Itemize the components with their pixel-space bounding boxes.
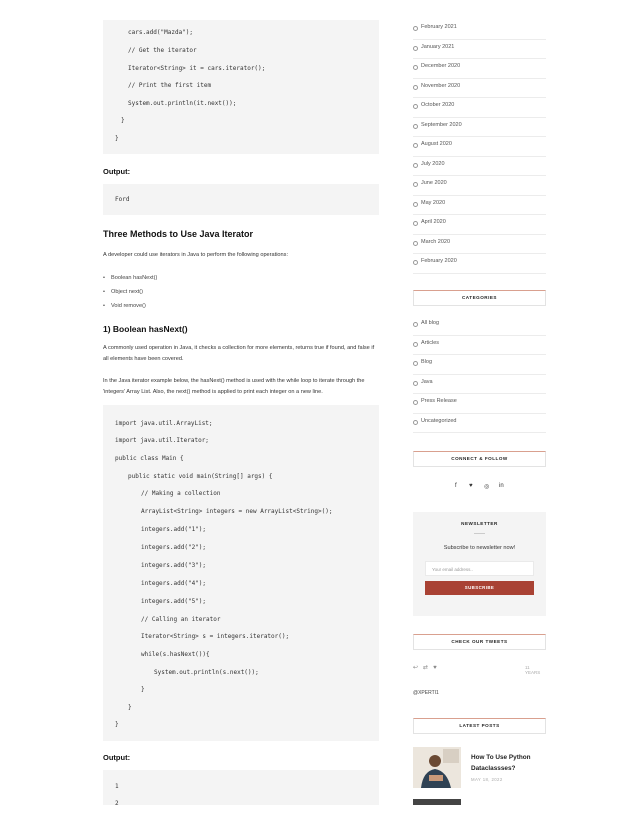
twitter-icon[interactable]: ♥	[469, 483, 473, 489]
list-item: • Object next()	[111, 289, 143, 295]
bullet-icon	[413, 322, 418, 327]
bullet-icon	[413, 143, 418, 148]
code-line: Iterator<String> s = integers.iterator();	[141, 633, 290, 640]
bullet-icon	[413, 163, 418, 168]
paragraph: A commonly used operation in Java, it checks a collection for more elements, returns true if found, and false if all elements have been covered.	[103, 345, 375, 362]
output-heading: Output:	[103, 167, 131, 176]
archive-link[interactable]: March 2020	[413, 234, 546, 255]
post-thumbnail[interactable]	[413, 747, 461, 788]
code-line: System.out.println(it.next());	[128, 100, 237, 107]
output-line: 2	[115, 800, 119, 807]
code-line: }	[128, 704, 132, 711]
sidebar	[413, 0, 546, 826]
bullet-icon	[413, 221, 418, 226]
reply-icon[interactable]: ↩	[413, 665, 419, 671]
category-link[interactable]: Articles	[413, 335, 546, 356]
archive-link[interactable]: September 2020	[413, 117, 546, 138]
connect-heading: CONNECT & FOLLOW	[413, 451, 546, 467]
tweet-time: 11 YEARS	[525, 665, 541, 675]
facebook-icon[interactable]: f	[455, 483, 457, 489]
divider	[474, 533, 485, 534]
code-line: integers.add("5");	[141, 598, 207, 605]
email-input[interactable]: Your email address..	[425, 561, 534, 576]
retweet-icon[interactable]: ⇄	[423, 665, 429, 671]
like-icon[interactable]: ♥	[433, 665, 437, 671]
post-thumbnail[interactable]	[413, 799, 461, 805]
person-photo-icon	[413, 747, 461, 788]
category-link[interactable]: Java	[413, 374, 546, 395]
archive-link[interactable]: July 2020	[413, 156, 546, 177]
post-title-link[interactable]: How To Use Python Dataclassses?	[471, 754, 531, 772]
tweets-heading: CHECK OUR TWEETS	[413, 634, 546, 650]
code-line: integers.add("3");	[141, 562, 207, 569]
archive-link[interactable]: May 2020	[413, 195, 546, 216]
output-heading: Output:	[103, 753, 131, 762]
code-line: public static void main(String[] args) {	[128, 473, 273, 480]
linkedin-icon[interactable]: in	[499, 483, 504, 489]
category-link[interactable]: Blog	[413, 354, 546, 375]
bullet-icon	[413, 124, 418, 129]
archive-link[interactable]: June 2020	[413, 175, 546, 196]
output-line: Ford	[115, 196, 130, 203]
code-block-1	[103, 20, 379, 154]
bullet-icon	[413, 182, 418, 187]
list-item: • Void remove()	[111, 303, 146, 309]
bullet-icon	[413, 46, 418, 51]
code-line: // Print the first item	[128, 82, 212, 89]
newsletter-subtitle: Subscribe to newsletter now!	[443, 545, 516, 551]
code-line: while(s.hasNext()){	[141, 651, 210, 658]
bullet-icon	[413, 26, 418, 31]
latest-posts-heading: LATEST POSTS	[413, 718, 546, 734]
bullet-icon	[413, 104, 418, 109]
bullet-icon	[413, 202, 418, 207]
intro-text: A developer could use iterators in Java to perform the following operations:	[103, 252, 289, 258]
code-line: // Get the iterator	[128, 47, 197, 54]
tweet-actions	[413, 664, 437, 671]
code-line: public class Main {	[115, 455, 184, 462]
code-line: }	[115, 135, 119, 142]
code-line: import java.util.ArrayList;	[115, 420, 213, 427]
archive-link[interactable]: January 2021	[413, 39, 546, 60]
archive-link[interactable]: November 2020	[413, 78, 546, 99]
code-line: integers.add("4");	[141, 580, 207, 587]
code-line: // Making a collection	[141, 490, 221, 497]
code-line: import java.util.Iterator;	[115, 437, 209, 444]
archive-link[interactable]: February 2021	[413, 19, 546, 40]
output-block-1	[103, 184, 379, 215]
archive-link[interactable]: April 2020	[413, 214, 546, 235]
categories-heading: CATEGORIES	[413, 290, 546, 306]
category-link[interactable]: Uncategorized	[413, 413, 546, 434]
bullet-icon	[413, 361, 418, 366]
list-item: • Boolean hasNext()	[111, 275, 157, 281]
code-line: integers.add("1");	[141, 526, 207, 533]
tweet-user-link[interactable]: @XPERTI1	[413, 690, 439, 696]
archive-link[interactable]: February 2020	[413, 253, 546, 274]
subsection-title: 1) Boolean hasNext()	[103, 324, 188, 334]
code-line: System.out.println(s.next());	[154, 669, 259, 676]
output-block-2	[103, 770, 379, 805]
category-link[interactable]: All blog	[413, 315, 546, 336]
code-line: ArrayList<String> integers = new ArrayList<String>();	[141, 508, 333, 515]
subscribe-button[interactable]: SUBSCRIBE	[425, 581, 534, 595]
category-link[interactable]: Press Release	[413, 393, 546, 414]
output-line: 1	[115, 783, 119, 790]
archive-link[interactable]: October 2020	[413, 97, 546, 118]
paragraph: In the Java iterator example below, the hasNext() method is used with the while loop to iterate through the 'integers' Array List. Also, the next() method is applied to print each integer on a new line.	[103, 378, 365, 395]
bullet-icon	[413, 85, 418, 90]
bullet-icon	[413, 420, 418, 425]
newsletter-title: NEWSLETTER	[461, 521, 498, 526]
bullet-icon	[413, 241, 418, 246]
post-date: MAY 18, 2022	[471, 777, 503, 782]
archive-link[interactable]: December 2020	[413, 58, 546, 79]
code-line: }	[141, 686, 145, 693]
code-block-2	[103, 405, 379, 741]
code-line: }	[121, 117, 125, 124]
bullet-icon	[413, 381, 418, 386]
code-line: // Calling an iterator	[141, 616, 221, 623]
code-line: Iterator<String> it = cars.iterator();	[128, 65, 266, 72]
code-line: cars.add("Mazda");	[128, 29, 194, 36]
newsletter-box	[413, 512, 546, 616]
archive-link[interactable]: August 2020	[413, 136, 546, 157]
bullet-icon	[413, 65, 418, 70]
code-line: }	[115, 721, 119, 728]
bullet-icon	[413, 260, 418, 265]
section-title: Three Methods to Use Java Iterator	[103, 229, 254, 239]
code-line: integers.add("2");	[141, 544, 207, 551]
bullet-icon	[413, 342, 418, 347]
bullet-icon	[413, 400, 418, 405]
instagram-icon[interactable]: ◎	[484, 484, 490, 490]
